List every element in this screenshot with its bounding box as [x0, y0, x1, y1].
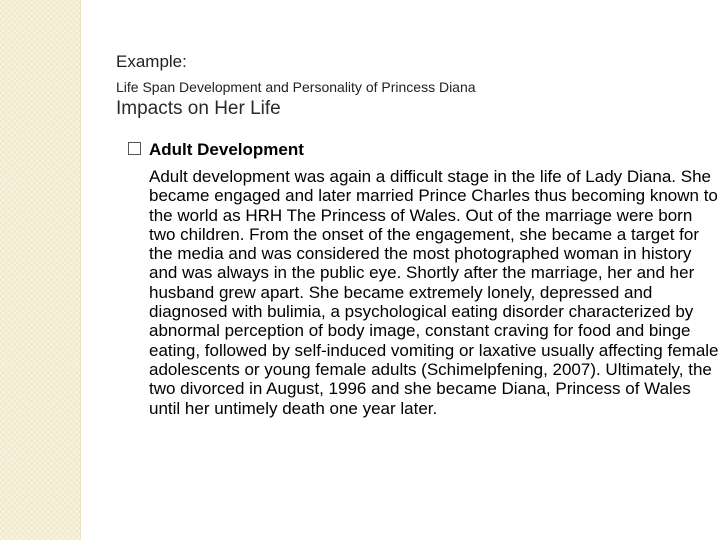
bullet-heading: Adult Development	[149, 140, 304, 159]
slide-heading: Impacts on Her Life	[116, 98, 281, 119]
bullet-box-icon	[128, 142, 141, 155]
decorative-side-band	[0, 0, 81, 540]
example-label: Example:	[116, 52, 187, 71]
slide-subtitle: Life Span Development and Personality of Princess Diana	[116, 79, 476, 95]
body-paragraph: Adult development was again a difficult stage in the life of Lady Diana. She became engaged and later married Prince Charles thus becoming known to the world as HRH The Princess of Wales. Out of the marriage were born two children. From the onset of the engagement, she became a target for the media and was considered the most photographed woman in history and was always in the public eye. Shortly after the marriage, her and her husband grew apart. She became extremely lonely, depressed and diagnosed with bulimia, a psychological eating disorder characterized by abnormal perception of body image, constant craving for food and binge eating, followed by self-induced vomiting or laxative usually affecting female adolescents or young female adults (Schimelpfening, 2007). Ultimately, the two divorced in August, 1996 and she became Diana, Princess of Wales until her untimely death one year later.	[149, 167, 719, 418]
